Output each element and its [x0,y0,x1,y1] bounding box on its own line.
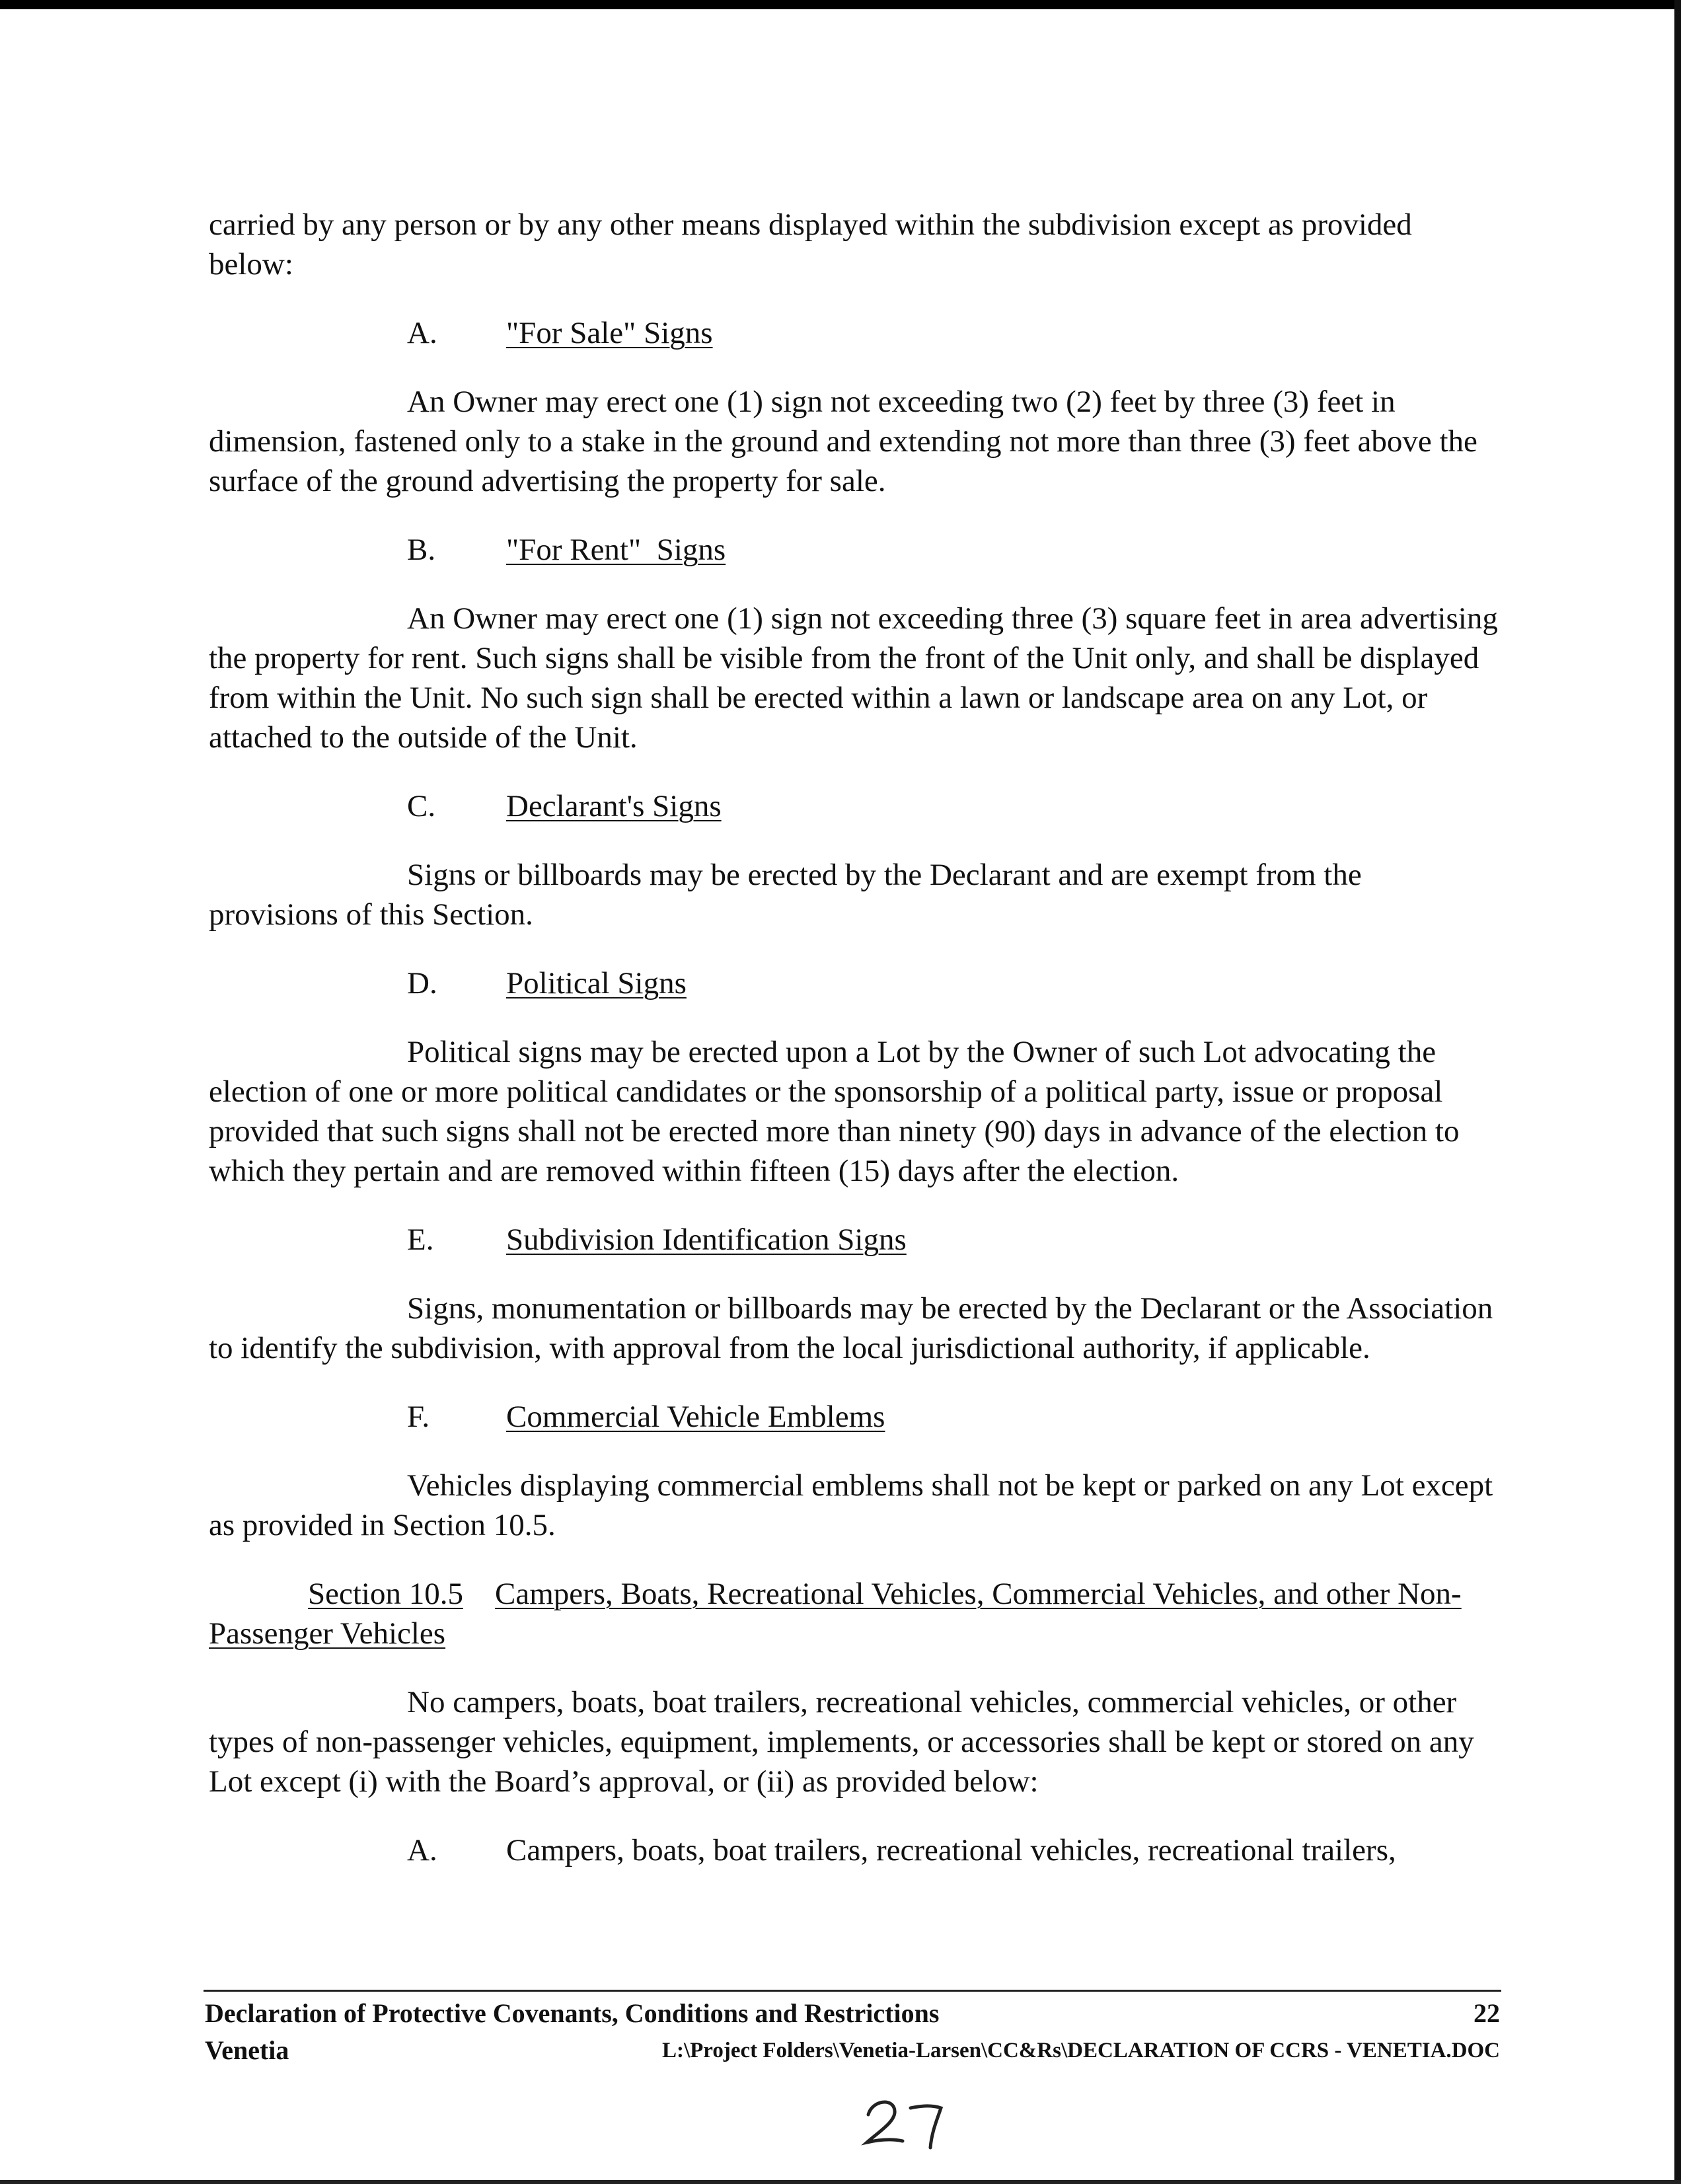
section-sub-a [209,1830,1499,1870]
item-title: Subdivision Identification Signs [506,1223,907,1257]
footer-page-number: 22 [1474,1998,1500,2028]
item-letter: E. [407,1223,434,1257]
item-e-text: Signs, monumentation or billboards may be erected by the Declarant or the Association to identify the subdivision, with approval from the local jurisdictional authority, if applicable. [209,1291,1493,1365]
item-a-text: An Owner may erect one (1) sign not exceeding two (2) feet by three (3) feet in dimension, fastened only to a stake in the ground and extending not more than three (3) feet above the surface of the ground advertising the property for sale. [209,385,1477,498]
item-letter: D. [407,966,437,1000]
section-title: Campers, Boats, Recreational Vehicles, Commercial Vehicles, and other Non-Passenger Vehicles [209,1577,1462,1651]
item-title: Commercial Vehicle Emblems [506,1400,885,1434]
item-d-heading [209,963,1499,1003]
item-letter: C. [407,789,436,823]
item-title: "For Sale" Signs [506,316,713,350]
item-title: Declarant's Signs [506,789,722,823]
item-f-heading [209,1397,1499,1437]
item-c-text: Signs or billboards may be erected by the Declarant and are exempt from the provisions of this Section. [209,858,1362,932]
item-letter: A. [407,316,437,350]
page-footer [205,1997,1500,2067]
scan-border-right [1674,0,1681,2184]
item-d-text: Political signs may be erected upon a Lot by the Owner of such Lot advocating the election of one or more political candidates or the sponsorship of a political party, issue or proposal provided that such signs shall not be erected more than ninety (90) days in advance of the election to which they pertain and are removed within fifteen (15) days after the election. [209,1035,1460,1188]
item-c-heading [209,786,1499,826]
item-letter: B. [407,533,436,567]
section-sub-text: Campers, boats, boat trailers, recreational vehicles, recreational trailers, [506,1833,1396,1867]
item-title: Political Signs [506,966,687,1000]
section-text: No campers, boats, boat trailers, recreational vehicles, commercial vehicles, or other types of non-passenger vehicles, equipment, implements, or accessories shall be kept or stored on any Lot except (i) with the Board’s approval, or (ii) as provided below: [209,1685,1474,1799]
item-f-text: Vehicles displaying commercial emblems shall not be kept or parked on any Lot except as provided in Section 10.5. [209,1468,1493,1542]
item-a-heading [209,313,1499,353]
scan-border-bottom [0,2180,1681,2184]
document-body [209,205,1499,1899]
footer-divider [204,1990,1501,1992]
item-title: "For Rent" Signs [506,533,726,567]
item-letter: F. [407,1400,430,1434]
section-number: Section 10.5 [308,1577,463,1611]
footer-project: Venetia [205,2035,289,2065]
footer-doc-title: Declaration of Protective Covenants, Conditions and Restrictions [205,1998,940,2028]
scan-border-top [0,0,1681,9]
item-e-heading [209,1220,1499,1260]
item-b-heading [209,530,1499,570]
footer-file-path: L:\Project Folders\Venetia-Larsen\CC&Rs\DECLARATION OF CCRS - VENETIA.DOC [661,2039,1500,2062]
item-b-text: An Owner may erect one (1) sign not exceeding three (3) square feet in area advertising the property for rent. Such signs shall be visible from the front of the Unit only, and shall be displayed from within the Unit. No such sign shall be erected within a lawn or landscape area on any Lot, or attached to the outside of the Unit. [209,601,1498,755]
item-letter: A. [407,1833,437,1867]
section-heading [209,1574,1499,1653]
intro-paragraph: carried by any person or by any other means displayed within the subdivision except as provided below: [209,207,1412,282]
handwritten-page-mark [859,2088,952,2154]
